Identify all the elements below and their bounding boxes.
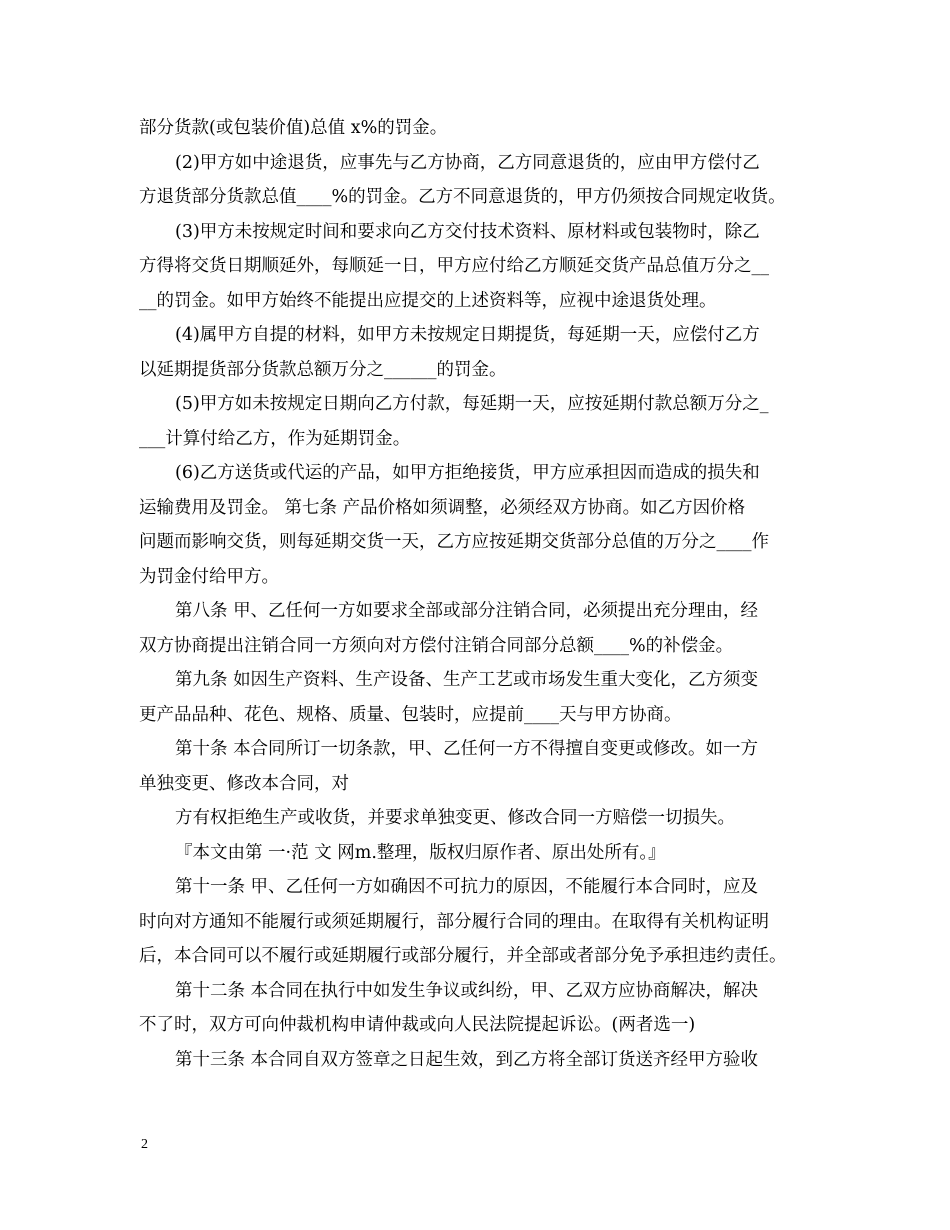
- text-line: 方有权拒绝生产或收货，并要求单独变更、修改合同一方赔偿一切损失。: [175, 808, 735, 828]
- text-line: 第十三条 本合同自双方签章之日起生效，到乙方将全部订货送齐经甲方验收: [175, 1049, 759, 1070]
- document-body: [139, 111, 815, 1077]
- text-line: 部分货款(或包装价值)总值 x%的罚金。: [139, 118, 448, 138]
- text-line: 方得将交货日期顺延外，每顺延一日，甲方应付给乙方顺延交货产品总值万分之__: [139, 256, 769, 276]
- text-line: 第十一条 甲、乙任何一方如确因不可抗力的原因，不能履行本合同时，应及: [175, 877, 759, 897]
- text-line: (4)属甲方自提的材料，如甲方未按规定日期提货，每延期一天，应偿付乙方: [175, 325, 760, 345]
- text-line: 第八条 甲、乙任何一方如要求全部或部分注销合同，必须提出充分理由，经: [175, 601, 759, 621]
- text-line: 运输费用及罚金。 第七条 产品价格如须调整，必须经双方协商。如乙方因价格: [139, 497, 746, 518]
- text-line: (6)乙方送货或代运的产品，如甲方拒绝接货，甲方应承担因而造成的损失和: [175, 463, 760, 483]
- page-number: 2: [141, 1137, 148, 1152]
- text-line: 时向对方通知不能履行或须延期履行，部分履行合同的理由。在取得有关机构证明: [139, 911, 769, 932]
- text-line: 问题而影响交货，则每延期交货一天，乙方应按延期交货部分总值的万分之____作: [139, 532, 769, 552]
- text-line: 后，本合同可以不履行或延期履行或部分履行，并全部或者部分免予承担违约责任。: [139, 946, 787, 966]
- text-line: 第十二条 本合同在执行中如发生争议或纠纷，甲、乙双方应协商解决，解决: [175, 980, 759, 1001]
- text-line: (2)甲方如中途退货，应事先与乙方协商，乙方同意退货的，应由甲方偿付乙: [175, 152, 760, 173]
- text-line: (5)甲方如未按规定日期向乙方付款，每延期一天，应按延期付款总额万分之_: [175, 394, 769, 414]
- text-line: (3)甲方未按规定时间和要求向乙方交付技术资料、原材料或包装物时，除乙: [175, 221, 760, 242]
- text-line: 第十条 本合同所订一切条款，甲、乙任何一方不得擅自变更或修改。如一方: [175, 739, 759, 759]
- text-line: 为罚金付给甲方。: [139, 566, 279, 587]
- text-line: 不了时，双方可向仲裁机构申请仲裁或向人民法院提起诉讼。(两者选一): [139, 1015, 696, 1035]
- source-note-line: 『本文由第 一·范 文 网m.整理，版权归原作者、原出处所有。』: [175, 842, 666, 863]
- text-line: ___计算付给乙方，作为延期罚金。: [139, 428, 411, 449]
- text-line: 双方协商提出注销合同一方须向对方偿付注销合同部分总额____%的补偿金。: [139, 635, 734, 656]
- text-line: 第九条 如因生产资料、生产设备、生产工艺或市场发生重大变化，乙方须变: [175, 670, 759, 690]
- text-line: 更产品品种、花色、规格、质量、包装时，应提前____天与甲方协商。: [139, 704, 682, 725]
- text-line: __的罚金。如甲方始终不能提出应提交的上述资料等，应视中途退货处理。: [139, 290, 717, 311]
- text-line: 以延期提货部分货款总额万分之______的罚金。: [139, 359, 507, 380]
- text-line: 方退货部分货款总值____%的罚金。乙方不同意退货的，甲方仍须按合同规定收货。: [139, 187, 786, 207]
- text-line: 单独变更、修改本合同，对: [139, 773, 349, 794]
